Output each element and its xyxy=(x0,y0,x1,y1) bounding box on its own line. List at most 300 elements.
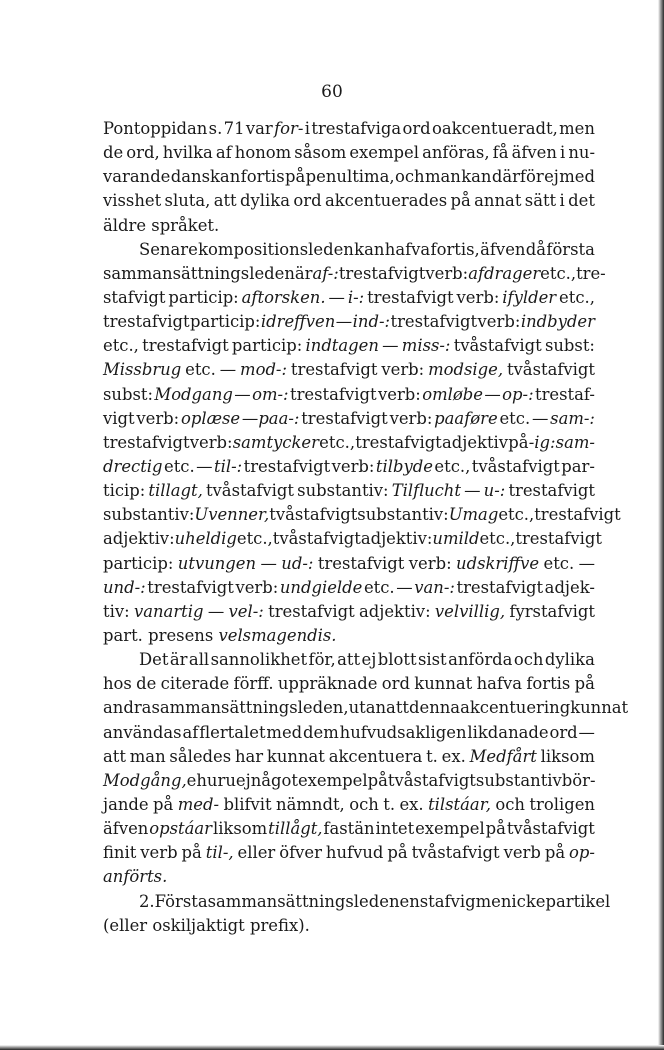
word: u-: xyxy=(483,481,506,501)
word: vigt xyxy=(103,408,135,428)
word: trestafvigt xyxy=(268,601,355,621)
word: all xyxy=(188,650,210,670)
word: penultima, xyxy=(305,167,395,187)
word: ord xyxy=(402,119,431,138)
word: substantiv: xyxy=(297,481,389,501)
word: tvåstafvigt xyxy=(506,360,595,380)
word: tvåstafvigt xyxy=(411,843,500,863)
word: uheldig xyxy=(174,529,237,549)
word: dem xyxy=(303,722,339,742)
word: etc., xyxy=(434,456,471,476)
word: etc., xyxy=(540,263,577,283)
word: etc., xyxy=(103,336,139,356)
text-line xyxy=(103,672,595,696)
word: tilbyde xyxy=(375,456,433,476)
word: 2. xyxy=(139,891,155,911)
word: tvåstafvigt xyxy=(387,770,476,790)
word: subst: xyxy=(103,384,153,404)
word: visshet xyxy=(103,191,162,211)
word: exempel xyxy=(415,819,485,839)
text-line xyxy=(103,552,595,576)
word: verb: xyxy=(189,432,233,452)
word: for- xyxy=(274,119,304,138)
text-line xyxy=(103,383,595,407)
word: trestafvigt xyxy=(355,432,442,452)
body-text xyxy=(103,117,629,938)
word: — xyxy=(328,287,345,307)
word: utvungen xyxy=(177,553,257,573)
word: trestafvigt xyxy=(317,553,405,573)
word: etc., xyxy=(479,529,516,549)
word: par- xyxy=(561,456,595,476)
word: van-: xyxy=(414,577,455,597)
scan-edge-bottom xyxy=(0,1045,664,1050)
word: -ig: xyxy=(528,432,556,452)
word: äfven xyxy=(480,239,526,259)
word: velvillig, xyxy=(434,601,506,621)
word: substantiv xyxy=(475,770,562,790)
word: akcentuerades xyxy=(324,191,448,211)
word: på xyxy=(508,432,529,452)
text-line xyxy=(103,286,595,310)
word: adjektiv: xyxy=(103,529,175,549)
word: kompositionsleden xyxy=(198,239,354,259)
word: kan xyxy=(461,167,492,187)
word: med xyxy=(266,722,303,742)
word: prefix). xyxy=(249,915,310,935)
text-line xyxy=(103,624,595,648)
word: trestafvigt xyxy=(338,263,426,283)
word: trestafvigt xyxy=(103,432,190,452)
word: på xyxy=(450,191,471,211)
word: är xyxy=(169,650,188,670)
word: adjek- xyxy=(544,577,595,597)
word: — xyxy=(531,408,549,428)
word: man xyxy=(424,167,461,187)
word: mod-: xyxy=(240,360,287,380)
word: partikel xyxy=(545,891,611,911)
word: ind-: xyxy=(352,312,391,332)
word: att xyxy=(386,698,409,718)
text-line xyxy=(103,262,606,286)
word: op-: xyxy=(502,384,534,404)
word: af-: xyxy=(312,263,339,283)
word: verb xyxy=(140,843,178,863)
word: — xyxy=(260,553,277,573)
word: citerade xyxy=(160,674,230,694)
word: til-, xyxy=(205,843,234,863)
word: trestafvigt xyxy=(301,408,388,428)
word: hvilka xyxy=(162,143,213,163)
word: om-: xyxy=(252,384,289,404)
word: tvåstafvigt xyxy=(205,481,294,501)
word: verb: xyxy=(389,408,433,428)
word: tvåstafvigt xyxy=(506,819,595,839)
word: vanartig xyxy=(133,601,204,621)
word: för, xyxy=(308,650,336,670)
word: trestaf- xyxy=(535,384,595,404)
word: ej xyxy=(544,167,559,187)
text-line xyxy=(103,189,595,213)
word: trestafvigt xyxy=(508,481,595,501)
word: förff. xyxy=(233,674,274,694)
word: i xyxy=(304,119,311,138)
word: sammansättningsleden xyxy=(207,891,400,911)
word: kunnat xyxy=(266,746,325,766)
word: trestafvigt xyxy=(142,336,229,356)
word: verb: xyxy=(408,553,452,573)
word: t. xyxy=(383,794,396,814)
word: sammansättningsleden, xyxy=(151,698,349,718)
word: man xyxy=(129,746,166,766)
text-line xyxy=(103,745,595,769)
text-line xyxy=(103,214,595,238)
word: exempel xyxy=(349,143,419,163)
word: det xyxy=(568,191,595,211)
word: sam- xyxy=(555,432,595,452)
word: — xyxy=(196,456,213,476)
word: icke xyxy=(511,891,546,911)
text-line xyxy=(103,238,595,262)
word: att xyxy=(337,650,361,670)
text-line xyxy=(103,310,595,334)
word: sam-: xyxy=(550,408,595,428)
word: Modgang xyxy=(154,384,233,404)
word: subst: xyxy=(544,336,595,356)
text-line xyxy=(103,865,595,889)
word: äfven xyxy=(103,819,149,839)
word: på xyxy=(574,674,595,694)
text-line xyxy=(103,600,595,624)
word: presens xyxy=(148,625,214,645)
word: stafvigt xyxy=(103,287,166,307)
word: afdrager xyxy=(468,263,541,283)
word: velsmagendis. xyxy=(218,625,337,645)
word: på xyxy=(285,167,306,187)
word: och xyxy=(495,794,525,814)
word: — xyxy=(219,360,237,380)
word: med- xyxy=(177,794,220,814)
word: etc. xyxy=(185,360,216,380)
word: Senare xyxy=(139,239,198,259)
word: flertalet xyxy=(199,722,266,742)
word: på xyxy=(485,819,506,839)
word: hufvudsakligen xyxy=(339,722,467,742)
text-line xyxy=(103,503,621,527)
word: ord xyxy=(293,191,322,211)
word: drectig xyxy=(103,456,163,476)
word: akcentuering xyxy=(460,698,571,718)
text-line xyxy=(103,890,611,914)
text-line xyxy=(103,117,595,141)
word: udskriffve xyxy=(456,553,540,573)
word: dylika xyxy=(544,650,595,670)
word: Det xyxy=(139,650,169,670)
text-line xyxy=(103,648,595,672)
word: particip: xyxy=(231,336,303,356)
word: något xyxy=(250,770,298,790)
word: intet xyxy=(375,819,415,839)
word: trestafviga xyxy=(311,119,402,138)
text-line xyxy=(103,576,595,600)
word: men xyxy=(559,119,595,138)
word: danskan xyxy=(170,167,241,187)
word: ord xyxy=(549,722,578,742)
word: och xyxy=(513,650,544,670)
word: andra xyxy=(103,698,152,718)
word: anföras, xyxy=(422,143,490,163)
word: samtycker xyxy=(232,432,319,452)
word: af xyxy=(182,722,199,742)
word: adjektiv: xyxy=(359,601,431,621)
word: etc. xyxy=(543,553,575,573)
word: Första xyxy=(154,891,208,911)
word: til-: xyxy=(214,456,243,476)
word: idreffven xyxy=(260,312,336,332)
word: på xyxy=(181,843,202,863)
word: sannolikhet xyxy=(210,650,308,670)
text-line xyxy=(103,358,595,382)
word: är xyxy=(294,263,313,283)
word: tvåstafvigt xyxy=(453,336,542,356)
word: var xyxy=(245,119,273,138)
word: har xyxy=(234,746,264,766)
word: annat xyxy=(474,191,522,211)
word: Tilflucht xyxy=(391,481,461,501)
word: umild xyxy=(432,529,480,549)
word: fyrstafvigt xyxy=(509,601,595,621)
word: Medfårt xyxy=(469,746,537,766)
word: trestafvigt xyxy=(290,384,377,404)
text-line xyxy=(103,696,629,720)
word: eller xyxy=(237,843,276,863)
word: varande xyxy=(103,167,171,187)
word: hufvud xyxy=(325,843,384,863)
word: sist xyxy=(417,650,447,670)
word: tvåstafvigt xyxy=(272,529,361,549)
word: ehuru xyxy=(186,770,236,790)
word: s. xyxy=(208,119,223,138)
word: således xyxy=(169,746,232,766)
word: ej xyxy=(235,770,251,790)
word: fortis xyxy=(526,674,571,694)
word: adjektiv: xyxy=(360,529,433,549)
word: fortis xyxy=(240,167,285,187)
word: på xyxy=(153,794,174,814)
word: oplæse xyxy=(181,408,241,428)
word: — xyxy=(578,553,595,573)
word: af xyxy=(215,143,232,163)
word: verb: xyxy=(235,577,279,597)
word: Pontoppidan xyxy=(103,119,208,138)
word: de xyxy=(136,674,157,694)
word: utan xyxy=(348,698,387,718)
word: aftorsken. xyxy=(241,287,326,307)
word: etc., xyxy=(236,529,273,549)
word: med xyxy=(559,167,595,187)
text-line xyxy=(103,914,595,938)
word: t. xyxy=(426,746,438,766)
word: trestafvigt xyxy=(367,287,454,307)
word: paaføre xyxy=(434,408,498,428)
word: trestafvigt xyxy=(534,505,621,525)
word: de xyxy=(103,143,124,163)
word: i xyxy=(559,191,565,211)
word: etc., xyxy=(498,505,535,525)
scan-edge-right xyxy=(658,0,664,1050)
text-line xyxy=(103,407,595,431)
word: verb: xyxy=(425,263,469,283)
word: op- xyxy=(569,843,595,863)
word: vel-: xyxy=(228,601,264,621)
word: verb: xyxy=(381,360,425,380)
word: exempel xyxy=(297,770,368,790)
word: verb: xyxy=(136,408,180,428)
word: att xyxy=(103,746,126,766)
word: öfver xyxy=(279,843,322,863)
word: tiv: xyxy=(103,601,130,621)
word: kan xyxy=(354,239,385,259)
page-number: 60 xyxy=(321,82,343,102)
word: — xyxy=(335,312,353,332)
word: (eller xyxy=(103,915,148,935)
word: kunnat xyxy=(570,698,629,718)
text-line xyxy=(103,793,595,817)
word: substantiv: xyxy=(103,505,195,525)
word: blifvit xyxy=(223,794,272,814)
word: particip: xyxy=(168,287,239,307)
word: ord, xyxy=(126,143,160,163)
text-line xyxy=(103,817,595,841)
word: ord xyxy=(381,674,410,694)
word: substantiv: xyxy=(357,505,449,525)
word: liksom xyxy=(540,746,595,766)
word: få xyxy=(492,143,509,163)
word: etc., xyxy=(559,287,595,307)
word: 71 xyxy=(223,119,245,138)
word: äfven xyxy=(511,143,557,163)
word: verb: xyxy=(456,287,500,307)
word: att xyxy=(213,191,237,211)
word: enstafvig xyxy=(399,891,476,911)
word: första xyxy=(546,239,595,259)
word: opstáar xyxy=(149,819,213,839)
word: — xyxy=(396,577,413,597)
text-line xyxy=(103,334,595,358)
word: kunnat xyxy=(414,674,473,694)
word: etc. xyxy=(363,577,395,597)
text-line xyxy=(103,479,595,503)
word: trestafvigt xyxy=(243,456,331,476)
word: trestafvigt xyxy=(456,577,544,597)
word: Missbrug xyxy=(103,360,182,380)
word: liksom xyxy=(212,819,268,839)
word: sluta, xyxy=(164,191,211,211)
word: trestafvigt xyxy=(515,529,602,549)
word: etc. xyxy=(164,456,195,476)
word: jande xyxy=(103,794,149,814)
word: ud-: xyxy=(281,553,314,573)
word: oakcentueradt, xyxy=(432,119,558,138)
word: indtagen xyxy=(305,336,379,356)
word: då xyxy=(525,239,547,259)
text-line xyxy=(103,431,595,455)
word: honom xyxy=(234,143,292,163)
word: språket. xyxy=(151,215,220,235)
word: — xyxy=(207,601,225,621)
word: verb: xyxy=(477,312,521,332)
word: äldre xyxy=(103,215,147,235)
word: finit xyxy=(103,843,137,863)
word: tillagt, xyxy=(148,481,203,501)
word: akcentuera xyxy=(328,746,423,766)
word: anförda xyxy=(448,650,513,670)
word: i xyxy=(560,143,566,163)
word: particip: xyxy=(190,312,261,332)
text-line xyxy=(103,527,602,551)
word: etc. xyxy=(499,408,531,428)
word: ex. xyxy=(441,746,466,766)
word: sätt xyxy=(524,191,557,211)
word: —paa-: xyxy=(241,408,300,428)
text-line xyxy=(103,769,595,793)
word: hafva xyxy=(384,239,431,259)
word: — xyxy=(464,481,481,501)
word: ifylder xyxy=(502,287,557,307)
word: — xyxy=(578,722,595,742)
word: bör- xyxy=(561,770,596,790)
word: därför xyxy=(491,167,544,187)
word: användas xyxy=(103,722,182,742)
word: ticip: xyxy=(103,481,146,501)
word: Modgång, xyxy=(103,770,187,790)
word: såsom xyxy=(294,143,347,163)
word: och xyxy=(349,794,379,814)
word: undgielde xyxy=(279,577,363,597)
word: sammansättningsleden xyxy=(103,263,295,283)
word: tvåstafvigt xyxy=(471,456,560,476)
word: troligen xyxy=(529,794,595,814)
word: trestafvigt xyxy=(147,577,234,597)
word: trestafvigt xyxy=(103,312,190,332)
word: trestafvigt xyxy=(390,312,478,332)
word: trestafvigt xyxy=(290,360,378,380)
word: — xyxy=(234,384,251,404)
word: modsige, xyxy=(428,360,504,380)
word: adjektiv xyxy=(441,432,509,452)
word: und-: xyxy=(103,577,146,597)
word: verb: xyxy=(377,384,421,404)
word: hafva xyxy=(476,674,523,694)
word: denna xyxy=(409,698,461,718)
word: particip: xyxy=(103,553,174,573)
word: Uvenner, xyxy=(194,505,270,525)
word: på xyxy=(544,843,566,863)
word: miss-: xyxy=(401,336,451,356)
word: likdanade xyxy=(467,722,549,742)
word: ex. xyxy=(399,794,424,814)
word: fastän xyxy=(323,819,375,839)
word: hos xyxy=(103,674,132,694)
word: omløbe xyxy=(422,384,483,404)
word: tre- xyxy=(576,263,606,283)
word: part. xyxy=(103,625,143,645)
word: verb xyxy=(503,843,541,863)
word: blott xyxy=(377,650,417,670)
word: — xyxy=(484,384,501,404)
word: oskiljaktigt xyxy=(152,915,245,935)
word: på xyxy=(367,770,388,790)
